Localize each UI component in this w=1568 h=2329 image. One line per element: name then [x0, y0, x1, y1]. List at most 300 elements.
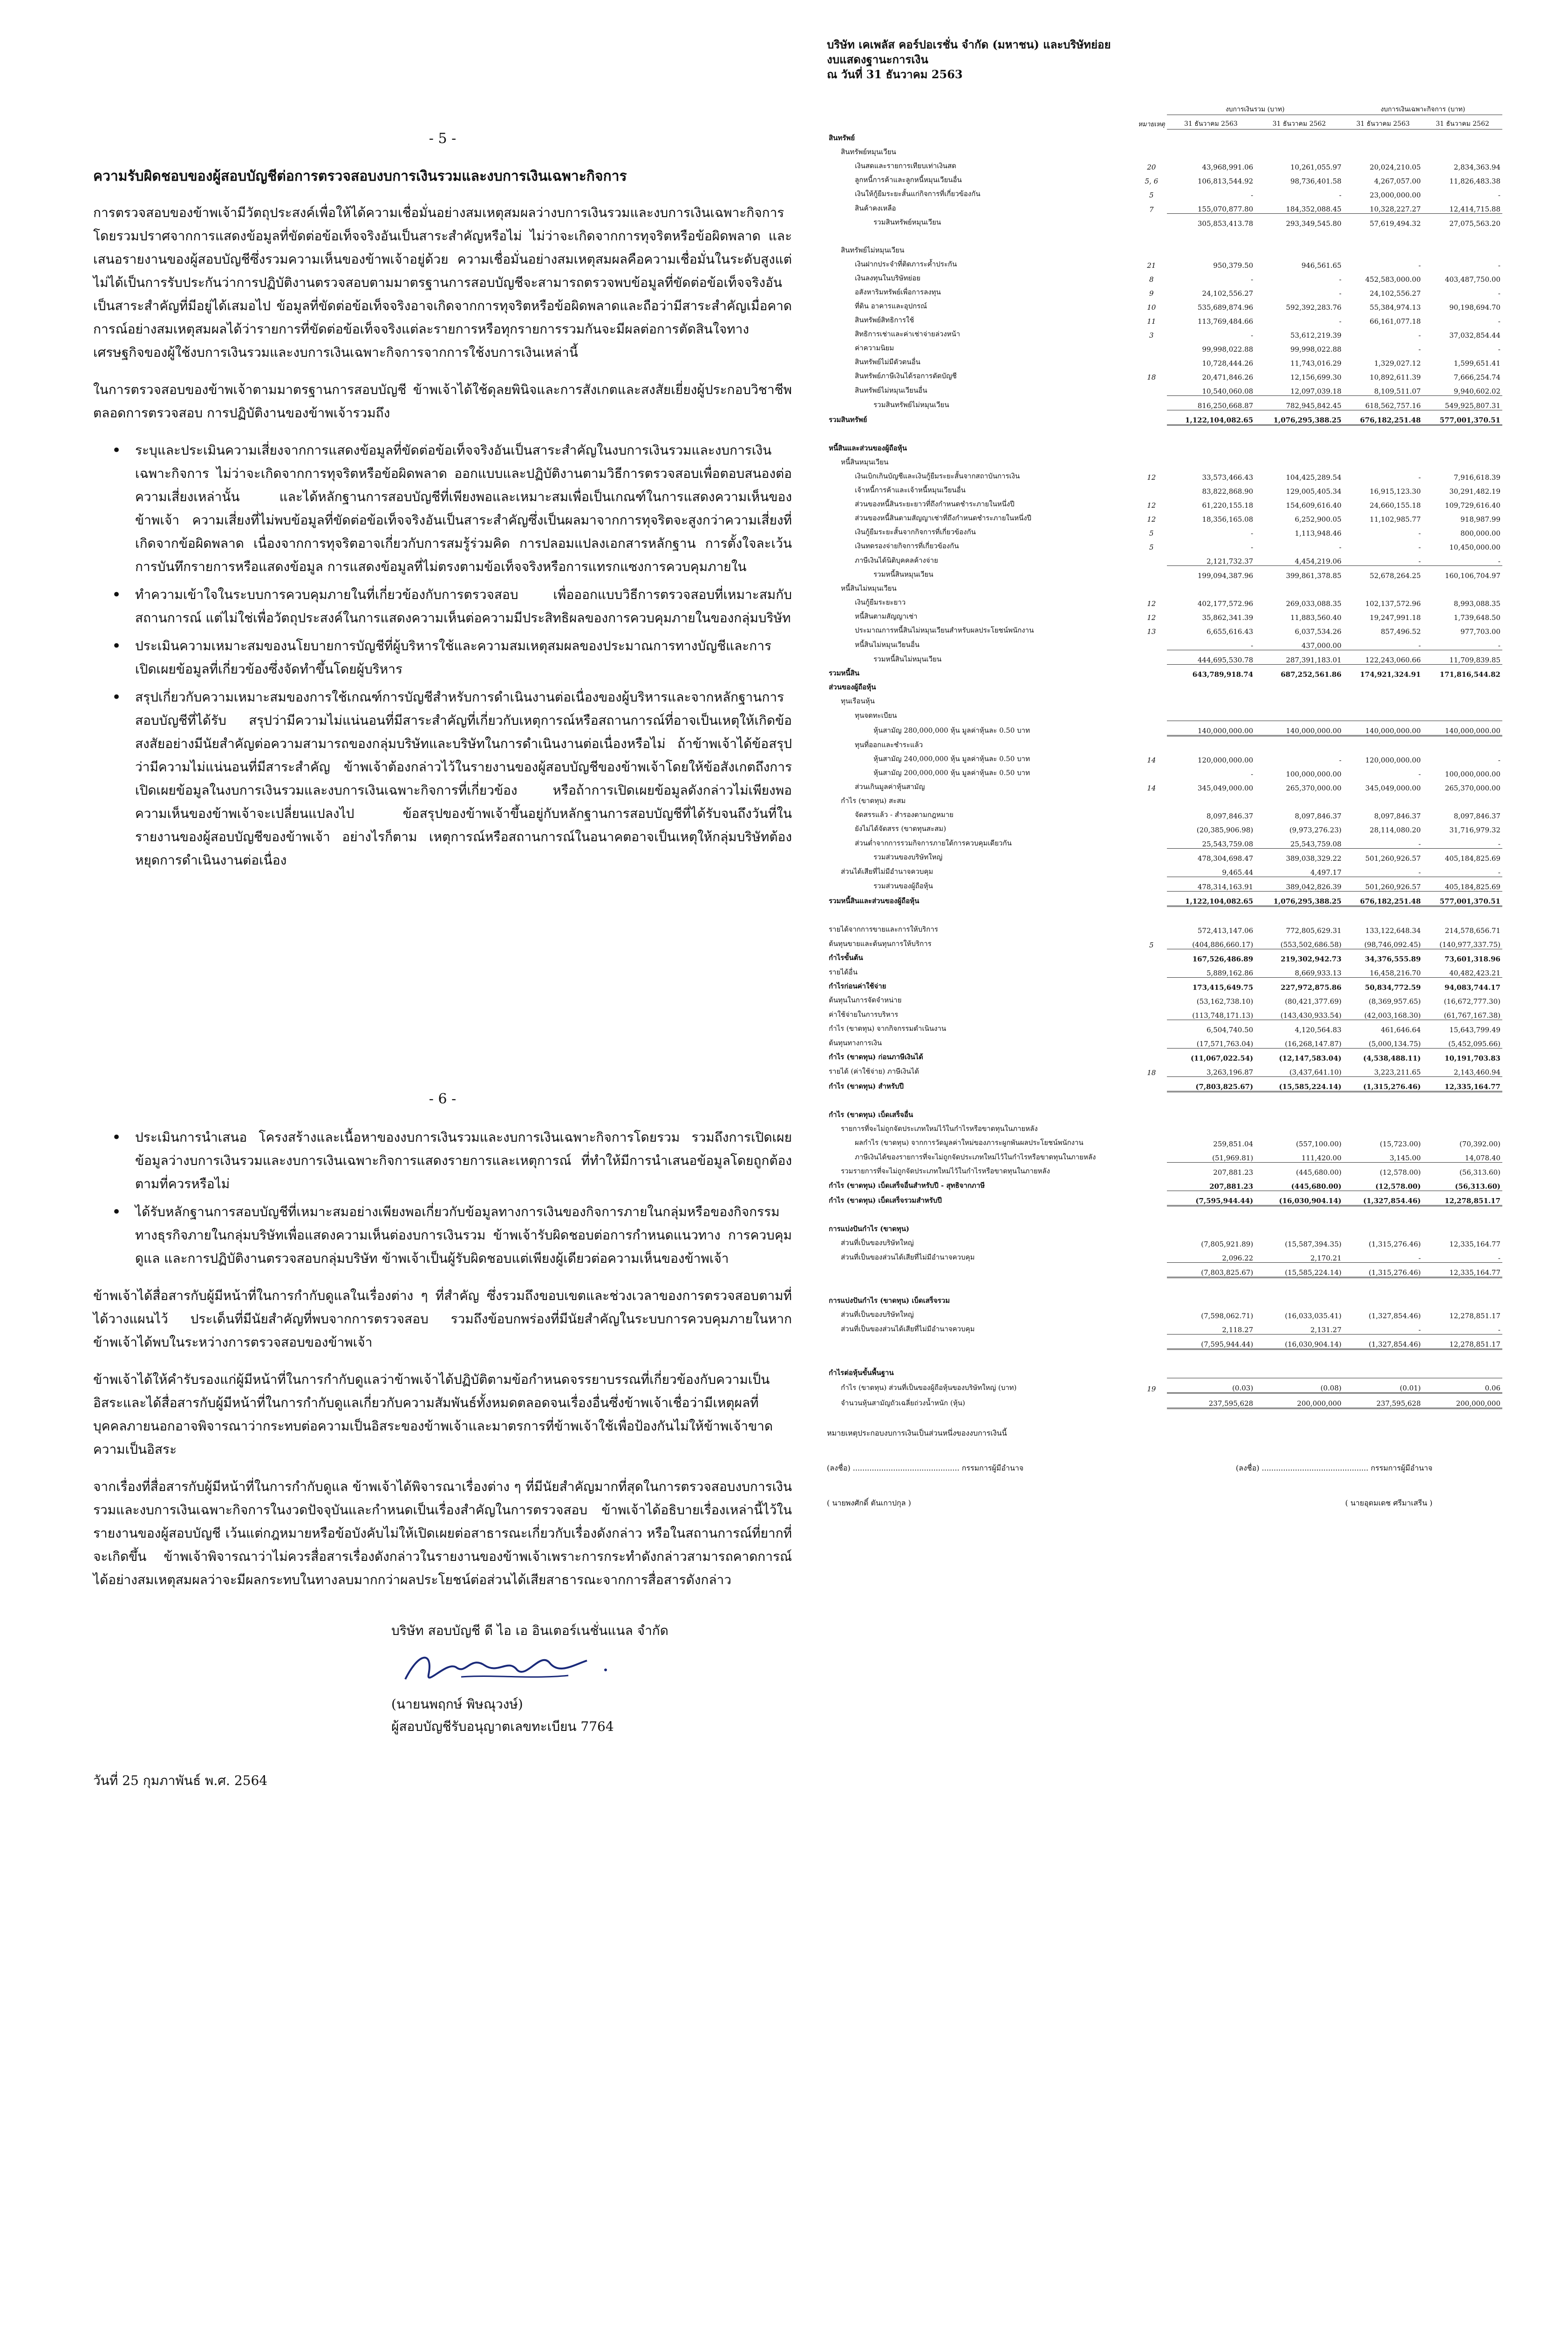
row-label: รวมสินทรัพย์ไม่หมุนเวียน: [873, 400, 949, 409]
row-label: เงินสดและรายการเทียบเท่าเงินสด: [855, 162, 956, 170]
row-value: 227,972,875.86: [1255, 978, 1343, 992]
row-label: สินทรัพย์หมุนเวียน: [841, 148, 896, 156]
row-note: [1136, 552, 1167, 566]
row-value: 293,349,545.80: [1255, 214, 1343, 228]
row-value: [1423, 736, 1502, 751]
row-note: [1136, 129, 1167, 144]
row-value: 55,384,974.13: [1370, 303, 1421, 312]
row-note: [1136, 1306, 1167, 1320]
row-label: กำไรก่อนค่าใช้จ่าย: [829, 982, 886, 990]
row-label: หนี้สินและส่วนของผู้ถือหุ้น: [829, 444, 907, 452]
table-row: [827, 524, 1502, 538]
table-row: [827, 270, 1502, 284]
row-note: 8: [1149, 275, 1154, 284]
row-label: รวมหนี้สินหมุนเวียน: [873, 570, 934, 579]
row-value: 592,392,283.76: [1286, 303, 1342, 312]
row-label: สิทธิการเช่าและค่าเช่าจ่ายล่วงหน้า: [855, 330, 961, 338]
director-sign-right: (ลงชื่อ) ............................................. กรรมการผู้มีอำนาจ: [1235, 1464, 1432, 1472]
row-label: ส่วนที่เป็นของบริษัทใหญ่: [841, 1239, 914, 1247]
row-label: อสังหาริมทรัพย์เพื่อการลงทุน: [855, 288, 941, 296]
table-row: [827, 1020, 1502, 1035]
row-value: 174,921,324.91: [1343, 665, 1423, 679]
row-value: [1423, 242, 1502, 256]
row-value: 30,291,482.19: [1449, 487, 1500, 496]
row-value: [1167, 1206, 1255, 1221]
row-value: (1,315,276.46): [1343, 1263, 1423, 1278]
row-value: 16,458,216.70: [1370, 969, 1421, 977]
row-note: [1136, 1364, 1167, 1378]
row-label: [827, 425, 1136, 440]
table-row: [827, 440, 1502, 454]
row-value: [1343, 1106, 1423, 1120]
row-value: (553,502,686.58): [1280, 940, 1342, 949]
row-value: 237,595,628: [1343, 1393, 1423, 1409]
row-value: 478,314,163.91: [1167, 877, 1255, 892]
row-value: 402,177,572.96: [1197, 599, 1254, 608]
row-value: 4,497.17: [1310, 868, 1342, 877]
row-label: ต้นทุนทางการเงิน: [829, 1038, 882, 1047]
row-value: [1255, 707, 1343, 721]
row-note: [1136, 1393, 1167, 1409]
paragraph-procedures-intro: ในการตรวจสอบของข้าพเจ้าตามมาตรฐานการสอบบัญชี ข้าพเจ้าได้ใช้ดุลยพินิจและการสังเกตและสงสัยเยี่ยงผู้ประกอบวิชาชีพตลอดการตรวจสอบ การปฏิบัติงานของข้าพเจ้ารวมถึง: [93, 382, 792, 421]
row-value: [1343, 693, 1423, 707]
row-value: [1167, 228, 1255, 242]
row-value: 140,000,000.00: [1167, 721, 1255, 736]
row-label: [827, 1263, 1136, 1278]
row-value: [1423, 580, 1502, 594]
row-label: ผลกำไร (ขาดทุน) จากการวัดมูลค่าใหม่ของภาระผูกพันผลประโยชน์พนักงาน: [855, 1138, 1084, 1147]
row-label: ประมาณการหนี้สินไม่หมุนเวียนสำหรับผลประโยชน์พนักงาน: [855, 626, 1034, 634]
row-value: [1423, 1220, 1502, 1234]
row-value: -: [1251, 770, 1254, 778]
row-value: 8,097,846.37: [1295, 812, 1342, 820]
row-value: 643,789,918.74: [1167, 665, 1255, 679]
row-value: -: [1498, 756, 1500, 764]
row-value: [1343, 707, 1423, 721]
row-label: หนี้สินไม่หมุนเวียนอื่น: [855, 640, 920, 649]
row-label: เงินฝากประจำที่ติดภาระค้ำประกัน: [855, 260, 957, 268]
row-label: หุ้นสามัญ 200,000,000 หุ้น มูลค่าหุ้นละ 0.50 บาท: [873, 769, 1030, 777]
table-row: [827, 992, 1502, 1006]
row-label: กำไรขั้นต้น: [829, 953, 863, 962]
table-row: [827, 636, 1502, 650]
row-value: 18,356,165.08: [1202, 515, 1254, 524]
table-row: [827, 1306, 1502, 1320]
table-row: [827, 157, 1502, 171]
row-note: [1136, 764, 1167, 778]
row-value: 66,161,077.18: [1370, 317, 1421, 326]
row-value: 1,599,651.41: [1453, 359, 1500, 368]
row-value: (1,327,854.46): [1369, 1312, 1421, 1320]
row-value: -: [1498, 557, 1500, 565]
row-label: จัดสรรแล้ว - สำรองตามกฎหมาย: [855, 810, 954, 819]
row-value: 1,329,027.12: [1374, 359, 1421, 368]
table-row: [827, 381, 1502, 396]
table-row: [827, 892, 1502, 906]
row-note: [1136, 1191, 1167, 1206]
row-value: 11,883,560.40: [1290, 613, 1342, 622]
page-number-top: - 5 -: [429, 130, 457, 147]
row-value: 687,252,561.86: [1255, 665, 1343, 679]
row-value: 8,669,933.13: [1295, 969, 1342, 977]
row-value: -: [1498, 191, 1500, 199]
row-value: -: [1418, 543, 1421, 552]
row-label: รายได้ (ค่าใช้จ่าย) ภาษีเงินได้: [829, 1067, 919, 1076]
row-value: [1255, 228, 1343, 242]
row-value: [1423, 1206, 1502, 1221]
row-value: (7,803,825.67): [1167, 1077, 1255, 1092]
row-label: ส่วนต่ำจากการรวมกิจการภายใต้การควบคุมเดียวกัน: [855, 838, 1012, 847]
row-value: (15,587,394.35): [1285, 1240, 1342, 1248]
row-label: ทุนที่ออกและชำระแล้ว: [855, 741, 923, 749]
row-label: [827, 1278, 1136, 1293]
row-value: 3,263,196.87: [1206, 1068, 1254, 1076]
row-value: [1167, 1220, 1255, 1234]
row-value: -: [1418, 1254, 1421, 1262]
row-value: (557,100.00): [1296, 1140, 1342, 1148]
row-label: ส่วนของผู้ถือหุ้น: [829, 683, 876, 691]
director-name-left: ( นายพงศักดิ์ ตันเกาปกุล ): [827, 1498, 911, 1507]
row-label: ส่วนที่เป็นของบริษัทใหญ่: [841, 1310, 914, 1319]
row-value: 918,987.99: [1460, 515, 1500, 524]
row-value: [1343, 425, 1423, 440]
row-note: [1136, 1034, 1167, 1049]
row-value: 173,415,649.75: [1167, 978, 1255, 992]
row-value: [1167, 440, 1255, 454]
row-value: (7,595,944.44): [1167, 1191, 1255, 1206]
table-row: [827, 1220, 1502, 1234]
table-row: [827, 425, 1502, 440]
bullet-item: • สรุปเกี่ยวกับความเหมาะสมของการใช้เกณฑ์การบัญชีสำหรับการดำเนินงานต่อเนื่องของผู้บริหารและจากหลักฐานการสอบบัญชีที่ได้รับ สรุปว่ามีความไม่แน่นอนที่มีสาระสำคัญที่เกี่ยวกับเหตุการณ์หรือสถานการณ์ที่อาจเป็นเหตุให้เกิดข้อสงสัยอย่างมีนัยสำคัญต่อความสามารถของกลุ่มบริษัทและบริษัทในการดำเนินงานต่อเนื่องหรือไม่ ถ้าข้าพเจ้าได้ข้อสรุปว่ามีความไม่แน่นอนที่มีสาระสำคัญ ข้าพเจ้าต้องกล่าวไว้ในรายงานของผู้สอบบัญชีของข้าพเจ้าโดยให้ข้อสังเกตถึงการเปิดเผยข้อมูลในงบการเงินรวมและงบการเงินเฉพาะกิจการที่เกี่ยวข้อง หรือถ้าการเปิดเผยข้อมูลดังกล่าวไม่เพียงพอ ความเห็นของข้าพเจ้าจะเปลี่ยนแปลงไป ข้อสรุปของข้าพเจ้าขึ้นอยู่กับหลักฐานการสอบบัญชีที่ได้รับจนถึงวันที่ในรายงานของผู้สอบบัญชีของข้าพเจ้า อย่างไรก็ตาม เหตุการณ์หรือสถานการณ์ในอนาคตอาจเป็นเหตุให้กลุ่มบริษัทต้องหยุดการดำเนินงานต่อเนื่อง: [93, 686, 792, 872]
table-row: [827, 693, 1502, 707]
row-value: [1167, 129, 1255, 144]
row-label: สินค้าคงเหลือ: [855, 204, 896, 212]
statement-header: [827, 37, 1502, 82]
row-label: ส่วนที่เป็นของส่วนได้เสียที่ไม่มีอำนาจควบคุม: [841, 1324, 975, 1333]
row-value: 14,078.40: [1465, 1154, 1500, 1162]
row-value: 100,000,000.00: [1286, 770, 1342, 778]
row-value: -: [1339, 191, 1342, 199]
row-value: 12,278,851.17: [1423, 1335, 1502, 1349]
row-value: -: [1418, 770, 1421, 778]
row-label: สินทรัพย์สิทธิการใช้: [855, 316, 914, 324]
director-name-right: ( นายอุดมเดช ศรีมาเสรีน ): [1345, 1498, 1432, 1507]
row-label: รวมส่วนของผู้ถือหุ้น: [873, 881, 933, 890]
row-value: 129,005,405.34: [1286, 487, 1342, 496]
row-value: 120,000,000.00: [1197, 756, 1254, 764]
row-value: (140,977,337.75): [1439, 940, 1500, 949]
row-value: [1255, 440, 1343, 454]
row-value: [1255, 129, 1343, 144]
row-value: [1423, 1106, 1502, 1120]
row-value: 772,805,629.31: [1286, 926, 1342, 935]
row-value: [1343, 440, 1423, 454]
row-note: 20: [1147, 163, 1156, 171]
row-note: 14: [1147, 756, 1156, 764]
bullet-item: • ประเมินการนำเสนอ โครงสร้างและเนื้อหาของงบการเงินรวมและงบการเงินเฉพาะกิจการโดยรวม รวมถึงการเปิดเผยข้อมูลว่างบการเงินรวมและงบการเงินเฉพาะกิจการแสดงรายการและเหตุการณ์ ที่ทำให้มีการนำเสนอข้อมูลโดยถูกต้องตามที่ควรหรือไม่: [93, 1126, 792, 1196]
row-value: [1255, 1120, 1343, 1134]
row-label: กำไร (ขาดทุน) สำหรับปี: [829, 1082, 904, 1090]
row-value: 20,471,846.26: [1202, 373, 1254, 381]
row-value: 98,736,401.58: [1290, 177, 1342, 185]
row-value: 111,420.00: [1301, 1154, 1342, 1162]
row-value: [1167, 1349, 1255, 1364]
note-column-header: หมายเหตุ: [1138, 120, 1165, 128]
row-value: [1343, 1349, 1423, 1364]
row-value: 99,998,022.88: [1290, 345, 1342, 354]
row-value: (1,315,276.46): [1369, 1240, 1421, 1248]
table-row: [827, 792, 1502, 806]
row-note: 21: [1147, 261, 1156, 270]
row-value: 99,998,022.88: [1202, 345, 1254, 354]
row-label: กำไรต่อหุ้นขั้นพื้นฐาน: [829, 1368, 894, 1377]
table-row: [827, 340, 1502, 354]
row-note: 7: [1149, 205, 1154, 214]
row-value: 452,583,000.00: [1365, 275, 1421, 284]
row-value: 12,414,715.88: [1449, 205, 1500, 213]
row-note: [1136, 396, 1167, 410]
row-note: [1136, 1163, 1167, 1177]
row-value: (15,723.00): [1379, 1140, 1421, 1148]
table-row: [827, 1320, 1502, 1335]
row-value: 37,032,854.44: [1449, 331, 1500, 340]
row-value: 461,646.64: [1343, 1020, 1423, 1035]
row-value: [1255, 1220, 1343, 1234]
table-row: [827, 921, 1502, 935]
page-break-gap: [93, 886, 792, 1091]
row-label: กำไร (ขาดทุน) สะสม: [841, 797, 906, 805]
row-label: ต้นทุนในการจัดจำหน่าย: [829, 996, 902, 1004]
row-label: ต้นทุนขายและต้นทุนการให้บริการ: [829, 939, 932, 948]
table-row: [827, 1148, 1502, 1163]
row-value: 6,252,900.05: [1295, 515, 1342, 524]
table-row: [827, 679, 1502, 693]
table-row: [827, 1206, 1502, 1221]
row-value: [1255, 580, 1343, 594]
row-note: 13: [1147, 627, 1156, 636]
table-row: [827, 1163, 1502, 1177]
row-value: 2,143,460.94: [1453, 1068, 1500, 1076]
row-value: 10,892,611.39: [1370, 373, 1421, 381]
auditor-license: ผู้สอบบัญชีรับอนุญาตเลขทะเบียน 7764: [391, 1719, 614, 1734]
row-note: [1136, 1349, 1167, 1364]
table-row: [827, 935, 1502, 949]
table-row: [827, 284, 1502, 298]
row-value: 265,370,000.00: [1445, 784, 1500, 792]
row-note: 12: [1147, 599, 1156, 608]
table-row: [827, 1263, 1502, 1278]
table-row: [827, 949, 1502, 964]
row-value: [1167, 1106, 1255, 1120]
row-value: [1255, 693, 1343, 707]
row-value: 269,033,088.35: [1286, 599, 1342, 608]
row-value: (7,803,825.67): [1167, 1263, 1255, 1278]
row-value: 12,097,039.18: [1290, 387, 1342, 395]
paragraph-key-matters: จากเรื่องที่สื่อสารกับผู้มีหน้าที่ในการกำกับดูแล ข้าพเจ้าได้พิจารณาเรื่องต่าง ๆ ที่มีนัยสำคัญมากที่สุดในการตรวจสอบงบการเงินรวมและงบการเงินเฉพาะกิจการในงวดปัจจุบันและกำหนดเป็นเรื่องสำคัญในการตรวจสอบ ข้าพเจ้าได้อธิบายเรื่องเหล่านี้ไว้ในรายงานของผู้สอบบัญชี เว้นแต่กฎหมายหรือข้อบังคับไม่ให้เปิดเผยต่อสาธารณะเกี่ยวกับเรื่องดังกล่าว หรือในสถานการณ์ที่ยากที่จะเกิดขึ้น ข้าพเจ้าพิจารณาว่าไม่ควรสื่อสารเรื่องดังกล่าวในรายงานของข้าพเจ้าเพราะการกระทำดังกล่าวสามารถคาดการณ์ได้อย่างสมเหตุสมผลว่าจะมีผลกระทบในทางลบมากกว่าผลประโยชน์ต่อส่วนได้เสียสาธารณะจากการสื่อสารดังกล่าว: [93, 1479, 792, 1587]
row-value: 52,678,264.25: [1343, 566, 1423, 580]
table-row: [827, 834, 1502, 849]
row-label: สินทรัพย์ภาษีเงินได้รอการตัดบัญชี: [855, 372, 957, 380]
table-row: [827, 1191, 1502, 1206]
row-value: -: [1339, 317, 1342, 326]
row-note: [1136, 1278, 1167, 1293]
col-header-2563: 31 ธันวาคม 2563: [1343, 115, 1423, 129]
row-label: เจ้าหนี้การค้าและเจ้าหนี้หมุนเวียนอื่น: [855, 486, 966, 494]
row-label: ส่วนที่เป็นของส่วนได้เสียที่ไม่มีอำนาจควบคุม: [841, 1253, 975, 1261]
row-label: เงินกู้ยืมระยะสั้นจากกิจการที่เกี่ยวข้องกัน: [855, 528, 976, 536]
auditor-report-page: [93, 130, 792, 2329]
row-note: [1136, 566, 1167, 580]
row-value: 0.06: [1423, 1378, 1502, 1393]
row-note: [1136, 425, 1167, 440]
row-value: (12,578.00): [1343, 1163, 1423, 1177]
row-value: 140,000,000.00: [1343, 721, 1423, 736]
table-row: [827, 242, 1502, 256]
table-row: [827, 721, 1502, 736]
table-row: [827, 820, 1502, 834]
row-value: 28,114,080.20: [1370, 826, 1421, 834]
row-value: [1343, 792, 1423, 806]
table-row: [827, 963, 1502, 978]
row-value: 287,391,183.01: [1255, 650, 1343, 665]
row-value: [1343, 679, 1423, 693]
row-note: 19: [1147, 1384, 1156, 1393]
row-value: 389,038,329.22: [1255, 849, 1343, 863]
row-label: [827, 1335, 1136, 1349]
row-value: 140,000,000.00: [1255, 721, 1343, 736]
row-value: -: [1251, 641, 1254, 650]
row-value: 4,120,564.83: [1255, 1020, 1343, 1035]
table-row: [827, 468, 1502, 482]
row-value: [1423, 143, 1502, 157]
row-value: [1167, 1092, 1255, 1107]
row-value: 676,182,251.48: [1343, 410, 1423, 425]
table-row: [827, 650, 1502, 665]
row-value: 199,094,387.96: [1167, 566, 1255, 580]
row-label: ส่วนเกินมูลค่าหุ้นสามัญ: [855, 783, 925, 791]
row-value: 950,379.50: [1213, 261, 1254, 270]
row-value: 8,097,846.37: [1206, 812, 1254, 820]
row-label: ทุนเรือนหุ้น: [841, 697, 875, 705]
bullet-item: • ได้รับหลักฐานการสอบบัญชีที่เหมาะสมอย่างเพียงพอเกี่ยวกับข้อมูลทางการเงินของกิจการภายในกลุ่มหรือของกิจกรรมทางธุรกิจภายในกลุ่มบริษัทเพื่อแสดงความเห็นต่องบการเงินรวม ข้าพเจ้ารับผิดชอบต่อการกำหนดแนวทาง การควบคุมดูแล และการปฏิบัติงานตรวจสอบกลุ่มบริษัท ข้าพเจ้าเป็นผู้รับผิดชอบแต่เพียงผู้เดียวต่อความเห็นของข้าพเจ้า: [93, 1200, 792, 1270]
row-label: หนี้สินหมุนเวียน: [841, 458, 889, 466]
row-value: (16,030,904.14): [1255, 1191, 1343, 1206]
table-row: [827, 1335, 1502, 1349]
row-label: เงินลงทุนในบริษัทย่อย: [855, 274, 920, 282]
row-value: 237,595,628: [1167, 1393, 1255, 1409]
row-note: 5, 6: [1145, 177, 1159, 185]
row-value: (42,003,168.30): [1364, 1011, 1421, 1020]
row-value: 8,097,846.37: [1374, 812, 1421, 820]
table-row: [827, 1120, 1502, 1134]
row-value: [1343, 1092, 1423, 1107]
row-value: 23,000,000.00: [1370, 191, 1421, 199]
row-label: กำไร (ขาดทุน) ก่อนภาษีเงินได้: [829, 1053, 923, 1061]
row-value: 10,261,055.97: [1290, 163, 1342, 171]
group-consolidated: งบการเงินรวม (บาท): [1167, 101, 1343, 115]
table-row: [827, 256, 1502, 270]
row-note: [1136, 665, 1167, 679]
section-heading: ความรับผิดชอบของผู้สอบบัญชีต่อการตรวจสอบงบการเงินรวมและงบการเงินเฉพาะกิจการ: [93, 168, 627, 184]
row-label: กำไร (ขาดทุน) เบ็ดเสร็จอื่นสำหรับปี - สุทธิจากภาษี: [829, 1181, 985, 1190]
row-value: 6,655,616.43: [1206, 627, 1254, 636]
row-value: 100,000,000.00: [1445, 770, 1500, 778]
row-note: [1136, 440, 1167, 454]
row-value: 24,102,556.27: [1202, 289, 1254, 298]
row-value: (3,437,641.10): [1289, 1068, 1342, 1076]
row-value: 8,993,088.35: [1453, 599, 1500, 608]
row-value: [1255, 143, 1343, 157]
director-sign-left: (ลงชื่อ) ............................................. กรรมการผู้มีอำนาจ: [827, 1464, 1024, 1472]
row-note: [1136, 906, 1167, 921]
row-value: [1167, 693, 1255, 707]
table-row: [827, 1106, 1502, 1120]
row-value: (56,313.60): [1423, 1163, 1502, 1177]
row-note: [1136, 1292, 1167, 1306]
table-row: [827, 978, 1502, 992]
row-note: [1136, 143, 1167, 157]
bullet-item: • ประเมินความเหมาะสมของนโยบายการบัญชีที่ผู้บริหารใช้และความสมเหตุสมผลของประมาณการทางบัญชีและการเปิดเผยข้อมูลที่เกี่ยวข้องซึ่งจัดทำขึ้นโดยผู้บริหาร: [93, 634, 792, 681]
group-separate: งบการเงินเฉพาะกิจการ (บาท): [1343, 101, 1502, 115]
row-value: [1167, 1278, 1255, 1293]
row-value: (0.03): [1167, 1378, 1255, 1393]
row-value: 20,024,210.05: [1370, 163, 1421, 171]
row-label: ภาษีเงินได้นิติบุคคลค้างจ่าย: [855, 556, 938, 565]
row-value: 403,487,750.00: [1445, 275, 1500, 284]
row-value: [1255, 425, 1343, 440]
row-note: 5: [1149, 543, 1154, 552]
row-value: (9,973,276.23): [1289, 826, 1342, 834]
row-value: [1343, 906, 1423, 921]
row-value: -: [1498, 261, 1500, 270]
row-value: 200,000,000: [1423, 1393, 1502, 1409]
row-note: 14: [1147, 784, 1156, 792]
row-value: [1167, 1364, 1255, 1378]
row-value: [1423, 1278, 1502, 1293]
row-value: 34,376,555.89: [1343, 949, 1423, 964]
table-row: [827, 750, 1502, 764]
row-label: ค่าความนิยม: [855, 344, 894, 352]
row-value: 184,352,088.45: [1286, 205, 1342, 213]
row-value: -: [1418, 557, 1421, 565]
row-value: (16,033,035.41): [1285, 1312, 1342, 1320]
table-row: [827, 566, 1502, 580]
row-label: [827, 1349, 1136, 1364]
row-note: [1136, 1320, 1167, 1335]
row-value: [1167, 454, 1255, 468]
row-note: [1136, 340, 1167, 354]
statement-footnote: หมายเหตุประกอบงบการเงินเป็นส่วนหนึ่งของงบการเงินนี้: [827, 1429, 1007, 1437]
row-note: 5: [1149, 191, 1154, 199]
row-value: [1255, 1106, 1343, 1120]
row-value: -: [1251, 529, 1254, 538]
row-note: [1136, 1148, 1167, 1163]
row-label: [827, 1092, 1136, 1107]
table-row: [827, 199, 1502, 214]
row-value: [1255, 1292, 1343, 1306]
table-row: [827, 410, 1502, 425]
row-label: เงินทดรองจ่ายกิจการที่เกี่ยวข้องกัน: [855, 542, 959, 550]
table-row: [827, 1177, 1502, 1191]
report-date: วันที่ 25 กุมภาพันธ์ พ.ศ. 2564: [93, 1773, 268, 1788]
row-label: รายการที่จะไม่ถูกจัดประเภทใหม่ไว้ในกำไรหรือขาดทุนในภายหลัง: [841, 1124, 1038, 1133]
row-value: 265,370,000.00: [1286, 784, 1342, 792]
row-value: 549,925,807.31: [1423, 396, 1502, 410]
table-row: [827, 482, 1502, 496]
table-row: [827, 1134, 1502, 1148]
row-value: 800,000.00: [1460, 529, 1500, 538]
row-label: หนี้สินตามสัญญาเช่า: [855, 612, 918, 620]
